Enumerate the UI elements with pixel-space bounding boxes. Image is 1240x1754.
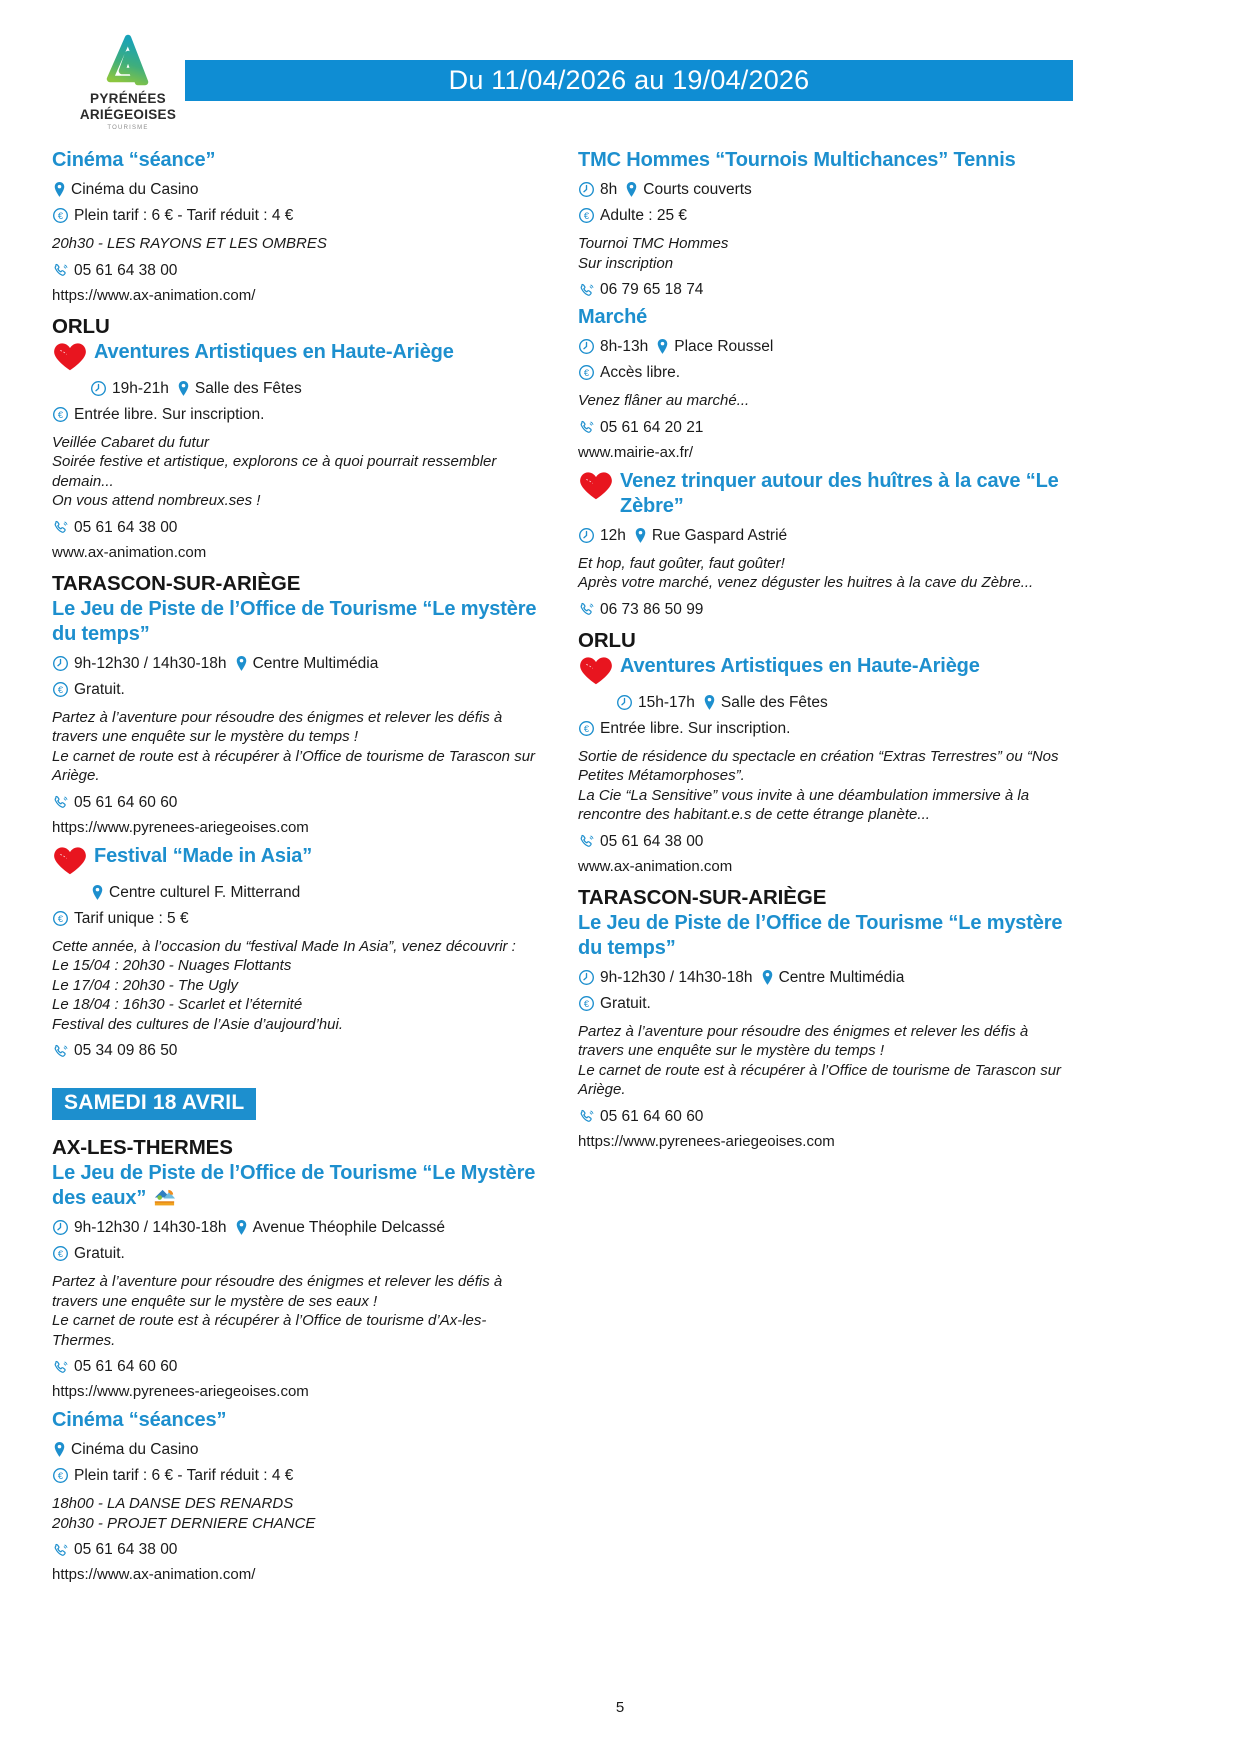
svg-text:€: € — [583, 368, 590, 379]
event-phone[interactable] — [52, 1041, 539, 1060]
event-url[interactable]: www.ax-animation.com — [578, 857, 733, 875]
event-price-text: Entrée libre. Sur inscription. — [74, 405, 265, 423]
clock-icon — [52, 655, 69, 672]
event-description-line: Soirée festive et artistique, explorons ce à quoi pourrait ressembler demain... — [52, 453, 501, 490]
event-entry — [578, 469, 1065, 619]
map-pin-icon — [625, 181, 638, 198]
event-description — [578, 747, 1065, 825]
event-time: 19h-21h — [112, 379, 169, 397]
event-description-line: Le 18/04 : 16h30 - Scarlet et l’éternité — [52, 996, 303, 1013]
event-description-line: Partez à l’aventure pour résoudre des énigmes et relever les défis à travers une enquête sur le mystère du temps ! — [52, 708, 507, 745]
event-title[interactable]: Venez trinquer autour des huîtres à la cave “Le Zèbre” — [620, 469, 1059, 517]
event-phone-number: 05 61 64 38 00 — [600, 832, 704, 850]
event-phone[interactable] — [578, 1107, 1065, 1126]
event-price-text: Plein tarif : 6 € - Tarif réduit : 4 € — [74, 1467, 294, 1485]
event-phone-number: 05 34 09 86 50 — [74, 1042, 178, 1059]
phone-icon — [52, 794, 69, 811]
clock-icon — [578, 527, 595, 544]
event-price — [52, 1244, 539, 1263]
event-url[interactable]: https://www.pyrenees-ariegeoises.com — [52, 818, 309, 836]
city-heading: ORLU — [578, 628, 636, 652]
map-pin-icon — [634, 527, 647, 544]
event-title-row — [578, 469, 1065, 519]
event-description — [52, 937, 539, 1035]
map-pin-icon — [656, 338, 669, 355]
euro-icon — [52, 681, 69, 698]
event-description-line: On vous attend nombreux.ses ! — [52, 492, 261, 509]
clock-icon — [578, 338, 595, 355]
euro-icon — [578, 995, 595, 1012]
svg-text:€: € — [583, 723, 590, 734]
event-phone[interactable] — [52, 261, 539, 280]
event-title-row — [52, 148, 539, 173]
event-description-line: Sur inscription — [578, 254, 674, 272]
event-title[interactable]: Le Jeu de Piste de l’Office de Tourisme “Le Mystère des eaux” — [52, 1162, 536, 1210]
event-price-text: Plein tarif : 6 € - Tarif réduit : 4 € — [74, 207, 294, 224]
event-phone[interactable] — [578, 418, 1065, 437]
heart-icon — [578, 656, 614, 686]
heart-icon — [52, 846, 88, 876]
euro-icon — [52, 207, 69, 224]
phone-icon — [52, 1043, 69, 1060]
event-title[interactable]: Aventures Artistiques en Haute-Ariège — [94, 340, 454, 363]
event-phone-number: 05 61 64 60 60 — [600, 1107, 704, 1125]
event-title-row — [578, 148, 1065, 173]
event-description — [52, 433, 539, 511]
map-pin-icon — [53, 181, 66, 198]
event-phone[interactable] — [578, 280, 1065, 299]
euro-icon — [578, 207, 595, 224]
svg-text:€: € — [57, 913, 64, 924]
event-price-text: Gratuit. — [74, 1245, 125, 1263]
event-description-line: 20h30 - LES RAYONS ET LES OMBRES — [52, 235, 327, 252]
event-description-line: Après votre marché, venez déguster les huitres à la cave du Zèbre... — [578, 574, 1034, 591]
event-description-line: Partez à l’aventure pour résoudre des énigmes et relever les défis à travers une enquête sur le mystère de ses eaux ! — [52, 1273, 507, 1310]
event-title-row — [52, 340, 539, 372]
event-title[interactable]: Marché — [578, 306, 648, 328]
event-phone-number: 05 61 64 38 00 — [74, 518, 178, 536]
logo-name-line1: PYRÉNÉES — [90, 91, 166, 106]
euro-icon — [578, 720, 595, 737]
event-title-row — [52, 1161, 539, 1211]
event-place: Courts couverts — [643, 181, 752, 198]
map-pin-icon — [761, 969, 774, 986]
event-entry — [578, 305, 1065, 462]
right-column — [578, 148, 1065, 1158]
event-time: 15h-17h — [638, 693, 695, 711]
phone-icon — [578, 601, 595, 618]
event-time-place — [578, 180, 1065, 199]
event-description-line: Festival des cultures de l’Asie d’aujourd’hui. — [52, 1015, 343, 1033]
event-price — [578, 994, 1065, 1013]
event-time-place — [616, 693, 1065, 712]
clock-icon — [616, 694, 633, 711]
left-column — [52, 148, 539, 1591]
event-description-line: Le carnet de route est à récupérer à l’Office de tourisme d’Ax-les-Thermes. — [52, 1312, 487, 1349]
logo-tagline: TOURISME — [107, 125, 149, 131]
event-title[interactable]: Le Jeu de Piste de l’Office de Tourisme “Le mystère du temps” — [52, 597, 537, 645]
event-time-place — [52, 180, 539, 199]
event-place: Cinéma du Casino — [71, 1441, 199, 1459]
event-url[interactable]: https://www.pyrenees-ariegeoises.com — [52, 1383, 309, 1401]
map-pin-icon — [91, 884, 104, 901]
event-title[interactable]: TMC Hommes “Tournois Multichances” Tennis — [578, 149, 1016, 171]
event-phone[interactable] — [578, 600, 1065, 619]
svg-text:€: € — [583, 998, 590, 1009]
event-phone[interactable] — [52, 518, 539, 537]
event-title-row — [578, 305, 1065, 330]
phone-icon — [578, 833, 595, 850]
event-time-place — [52, 1218, 539, 1237]
clock-icon — [90, 380, 107, 397]
event-title[interactable]: Le Jeu de Piste de l’Office de Tourisme “Le mystère du temps” — [578, 911, 1063, 959]
event-place: Centre Multimédia — [252, 654, 379, 672]
event-title-row — [52, 1408, 539, 1433]
event-time: 8h — [600, 181, 618, 198]
page-header — [0, 34, 1240, 134]
event-price-text: Adulte : 25 € — [600, 207, 688, 224]
event-description — [52, 234, 539, 254]
clock-icon — [578, 181, 595, 198]
event-time: 8h-13h — [600, 338, 649, 355]
event-title-row — [578, 654, 1065, 686]
event-description-line: 18h00 - LA DANSE DES RENARDS — [52, 1495, 294, 1513]
event-description-line: Le 15/04 : 20h30 - Nuages Flottants — [52, 957, 292, 974]
event-url[interactable]: https://www.ax-animation.com/ — [52, 286, 256, 304]
event-time: 12h — [600, 526, 626, 544]
event-place: Salle des Fêtes — [720, 693, 828, 711]
event-description-line: Et hop, faut goûter, faut goûter! — [578, 554, 785, 572]
event-description-line: Tournoi TMC Hommes — [578, 235, 729, 252]
event-title[interactable]: Festival “Made in Asia” — [94, 844, 313, 867]
event-place: Centre culturel F. Mitterrand — [109, 883, 301, 901]
heart-icon — [52, 342, 88, 372]
map-pin-icon — [53, 1441, 66, 1458]
event-price — [52, 405, 539, 424]
event-time: 9h-12h30 / 14h30-18h — [74, 654, 227, 672]
date-range-banner: Du 11/04/2026 au 19/04/2026 — [185, 60, 1073, 101]
event-time-place — [52, 654, 539, 673]
event-entry — [52, 844, 539, 1061]
event-place: Rue Gaspard Astrié — [651, 526, 788, 544]
euro-icon — [578, 364, 595, 381]
event-description — [578, 554, 1065, 593]
event-phone-number: 05 61 64 38 00 — [74, 261, 178, 279]
event-title[interactable]: Cinéma “séance” — [52, 149, 216, 171]
svg-text:€: € — [57, 211, 64, 222]
event-entry — [52, 340, 539, 562]
phone-icon — [52, 519, 69, 536]
event-place: Cinéma du Casino — [71, 181, 199, 198]
event-title-row — [52, 597, 539, 647]
phone-icon — [578, 1108, 595, 1125]
event-description-line: La Cie “La Sensitive” vous invite à une déambulation immersive à la rencontre des habitant.e.s de cette étrange planète... — [578, 786, 1034, 823]
event-entry — [578, 654, 1065, 876]
event-phone-number: 05 61 64 60 60 — [74, 793, 178, 811]
event-title-row — [52, 844, 539, 876]
event-price — [578, 363, 1065, 382]
event-price-text: Tarif unique : 5 € — [74, 909, 189, 927]
event-price — [52, 680, 539, 699]
event-entry — [52, 148, 539, 305]
event-entry — [578, 911, 1065, 1151]
event-phone-number: 05 61 64 20 21 — [600, 418, 704, 436]
event-title[interactable]: Cinéma “séances” — [52, 1409, 227, 1432]
event-phone[interactable] — [578, 832, 1065, 851]
event-description-line: Le carnet de route est à récupérer à l’Office de tourisme de Tarascon sur Ariège. — [52, 747, 539, 784]
event-place: Avenue Théophile Delcassé — [252, 1219, 446, 1237]
event-description-line: Veillée Cabaret du futur — [52, 433, 210, 451]
event-time: 9h-12h30 / 14h30-18h — [74, 1219, 227, 1237]
event-price-text: Gratuit. — [74, 680, 125, 698]
svg-text:€: € — [583, 211, 590, 222]
event-place: Centre Multimédia — [778, 968, 905, 986]
event-price — [578, 206, 1065, 225]
clock-icon — [578, 969, 595, 986]
event-time-place — [578, 337, 1065, 356]
svg-text:€: € — [57, 684, 64, 695]
event-url[interactable]: https://www.pyrenees-ariegeoises.com — [578, 1132, 835, 1150]
page-number: 5 — [615, 1699, 625, 1716]
family-label-icon — [152, 1186, 177, 1208]
phone-icon — [52, 1542, 69, 1559]
euro-icon — [52, 1245, 69, 1262]
event-phone[interactable] — [52, 1357, 539, 1376]
event-title-row — [578, 911, 1065, 961]
event-phone-number: 05 61 64 60 60 — [74, 1358, 178, 1376]
event-description — [52, 708, 539, 786]
event-price-text: Gratuit. — [600, 994, 651, 1012]
event-price-text: Accès libre. — [600, 364, 681, 381]
pyrenees-a-logo-icon — [98, 34, 158, 90]
euro-icon — [52, 1467, 69, 1484]
city-heading: TARASCON-SUR-ARIÈGE — [52, 571, 301, 595]
map-pin-icon — [235, 655, 248, 672]
map-pin-icon — [177, 380, 190, 397]
event-entry — [52, 597, 539, 837]
event-price — [52, 909, 539, 928]
event-description-line: Le 17/04 : 20h30 - The Ugly — [52, 976, 238, 994]
svg-text:€: € — [57, 1471, 64, 1482]
event-description — [578, 234, 1065, 273]
event-phone[interactable] — [52, 1540, 539, 1559]
event-description — [52, 1272, 539, 1350]
euro-icon — [52, 406, 69, 423]
phone-icon — [52, 262, 69, 279]
event-time-place — [52, 1440, 539, 1459]
event-url[interactable]: www.ax-animation.com — [52, 543, 207, 561]
event-entry — [52, 1408, 539, 1584]
event-description-line: Venez flâner au marché... — [578, 392, 750, 409]
phone-icon — [578, 419, 595, 436]
event-entry — [52, 1161, 539, 1401]
event-entry — [578, 148, 1065, 299]
city-heading: AX-LES-THERMES — [52, 1136, 233, 1159]
event-description-line: 20h30 - PROJET DERNIERE CHANCE — [52, 1514, 316, 1532]
event-time-place — [90, 379, 539, 398]
city-heading: TARASCON-SUR-ARIÈGE — [578, 885, 827, 909]
event-description-line: Cette année, à l’occasion du “festival Made In Asia”, venez découvrir : — [52, 937, 516, 955]
city-heading: ORLU — [52, 314, 110, 338]
event-description — [578, 1022, 1065, 1100]
event-description — [52, 1494, 539, 1533]
event-price — [52, 1466, 539, 1485]
event-description-line: Partez à l’aventure pour résoudre des énigmes et relever les défis à travers une enquête sur le mystère du temps ! — [578, 1022, 1033, 1059]
logo-name-line2: ARIÉGEOISES — [79, 107, 177, 122]
event-phone[interactable] — [52, 793, 539, 812]
event-description-line: Le carnet de route est à récupérer à l’Office de tourisme de Tarascon sur Ariège. — [578, 1061, 1065, 1098]
event-url[interactable]: www.mairie-ax.fr/ — [578, 443, 694, 461]
phone-icon — [52, 1359, 69, 1376]
svg-text:€: € — [57, 409, 64, 420]
event-time-place — [90, 883, 539, 902]
event-url[interactable]: https://www.ax-animation.com/ — [52, 1566, 256, 1584]
event-time-place — [578, 526, 1065, 545]
event-price — [52, 206, 539, 225]
event-description-line: Sortie de résidence du spectacle en création “Extras Terrestres” ou “Nos Petites Métamorphoses”. — [578, 747, 1063, 784]
event-place: Place Roussel — [674, 338, 774, 355]
event-description — [578, 391, 1065, 411]
clock-icon — [52, 1219, 69, 1236]
event-place: Salle des Fêtes — [194, 379, 302, 397]
phone-icon — [578, 282, 595, 299]
map-pin-icon — [235, 1219, 248, 1236]
map-pin-icon — [703, 694, 716, 711]
heart-icon — [578, 471, 614, 501]
euro-icon — [52, 910, 69, 927]
svg-text:€: € — [57, 1249, 64, 1260]
event-phone-number: 05 61 64 38 00 — [74, 1541, 178, 1559]
event-time: 9h-12h30 / 14h30-18h — [600, 968, 753, 986]
event-title[interactable]: Aventures Artistiques en Haute-Ariège — [620, 654, 980, 677]
logo — [76, 34, 180, 131]
day-banner: SAMEDI 18 AVRIL — [52, 1088, 256, 1120]
event-phone-number: 06 73 86 50 99 — [600, 600, 704, 618]
event-phone-number: 06 79 65 18 74 — [600, 281, 704, 298]
event-time-place — [578, 968, 1065, 987]
event-price — [578, 719, 1065, 738]
event-price-text: Entrée libre. Sur inscription. — [600, 719, 791, 737]
